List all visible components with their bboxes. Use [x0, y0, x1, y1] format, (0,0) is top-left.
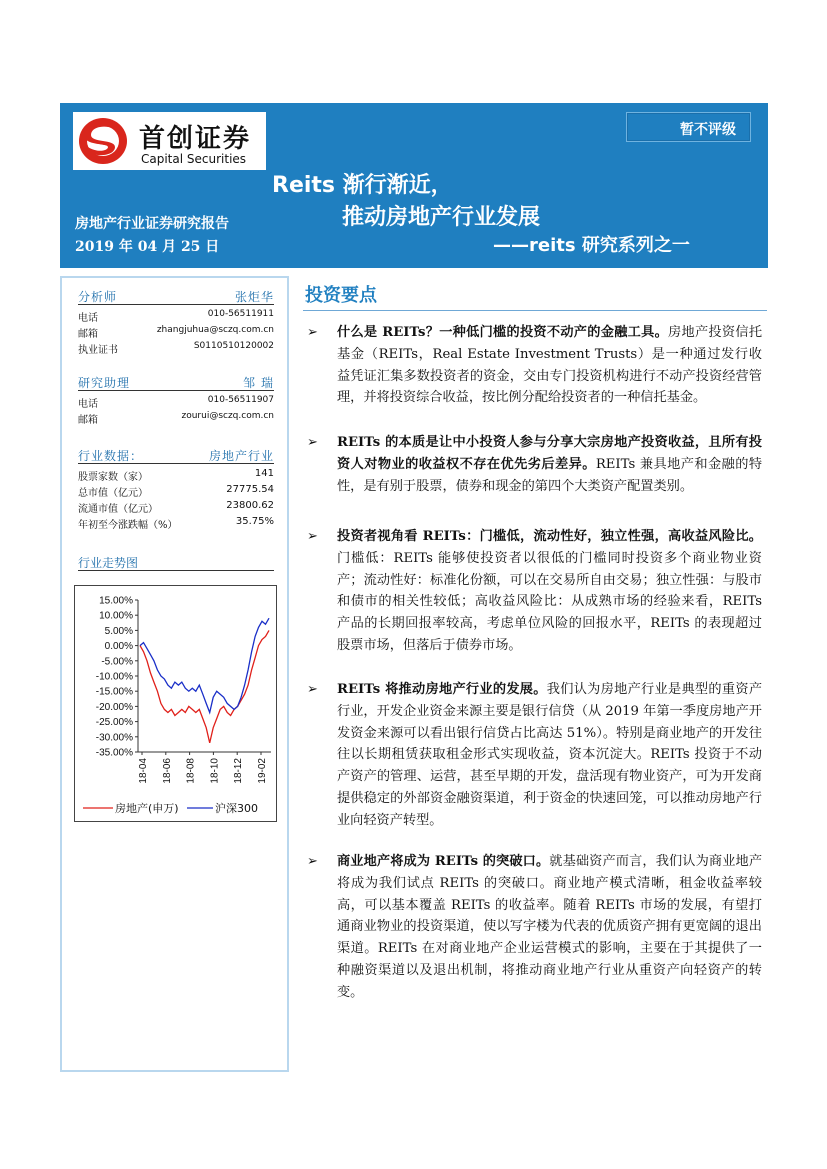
assistant-name: 邹 瑞 — [243, 376, 274, 390]
x-tick-label: 18-10 — [209, 758, 221, 784]
legend-label: 房地产(申万) — [115, 802, 179, 815]
y-tick-label: -25.00% — [95, 717, 133, 729]
trend-chart-label — [78, 554, 274, 571]
y-tick-label: 10.00% — [99, 610, 133, 622]
key-point-lead: REITs 的本质是让中小投资人参与分享大宗房地产投资收益，且所有投资人对物业的收益权不存在优先劣后差异。 — [337, 435, 762, 472]
assistant-header — [78, 374, 274, 391]
industry-row-label: 股票家数（家） — [78, 472, 148, 483]
key-point-text — [337, 526, 762, 657]
section-divider — [303, 310, 767, 311]
industry-data-row — [78, 468, 274, 482]
industry-data-header — [78, 447, 274, 464]
analyst-cert-row — [78, 341, 274, 355]
series-line — [140, 630, 269, 743]
key-point-body: 门槛低：REITs 能够使投资者以很低的门槛同时投资多个商业物业资产；流动性好：标准化份额，可以在交易所自由交易；独立性强：与股市和债市的相关性较低；高收益风险比：从成熟市场的经验来看，REITs 产品的长期回报率较高，考虑单位风险的回报水平，REITs 的表现超过股票市场，但落后于债券市场。 — [337, 550, 762, 653]
y-tick-label: 15.00% — [99, 595, 133, 607]
industry-row-label: 年初至今涨跌幅（%） — [78, 520, 178, 531]
arrow-bullet-icon: ➢ — [307, 682, 318, 697]
report-subtitle: ——reits 研究系列之一 — [493, 235, 690, 256]
y-tick-label: 0.00% — [104, 641, 133, 653]
cert-label: 执业证书 — [78, 345, 118, 356]
industry-data-row — [78, 500, 274, 514]
report-title-line-2: 推动房地产行业发展 — [342, 205, 541, 230]
analyst-phone-row — [78, 309, 274, 323]
industry-data-row — [78, 516, 274, 530]
industry-row-label: 流通市值（亿元） — [78, 504, 158, 515]
arrow-bullet-icon: ➢ — [307, 435, 318, 450]
y-tick-label: -30.00% — [95, 732, 133, 744]
analyst-header — [78, 288, 274, 305]
trend-chart — [75, 586, 276, 821]
email-label: 邮箱 — [78, 415, 98, 426]
arrow-bullet-icon: ➢ — [307, 325, 318, 340]
industry-row-value: 27775.54 — [226, 484, 274, 495]
report-date: 2019 年 04 月 25 日 — [75, 239, 220, 255]
rating-badge — [626, 112, 751, 142]
x-tick-label: 19-02 — [257, 758, 268, 784]
key-point-text — [337, 679, 762, 832]
phone-label: 电话 — [78, 313, 98, 324]
trend-chart-title: 行业走势图 — [78, 556, 139, 570]
analyst-name: 张炬华 — [234, 290, 274, 304]
industry-name: 房地产行业 — [208, 449, 274, 463]
capital-securities-logo-icon — [77, 116, 129, 166]
assistant-role: 研究助理 — [78, 376, 131, 390]
report-title-line-1: Reits 渐行渐近， — [272, 173, 453, 198]
legend-label: 沪深300 — [215, 802, 258, 815]
x-tick-label: 18-08 — [185, 758, 197, 784]
logo-english-name: Capital Securities — [141, 152, 247, 166]
key-point-body: 就基础资产而言，我们认为商业地产将成为我们试点 REITs 的突破口。商业地产模式清晰，租金收益率较高，可以基本覆盖 REITs 的收益率。随着 REITs 市场的发展，有望打通商业物业的投资渠道，使以写字楼为代表的优质资产拥有更宽阔的退出渠道。REITs 在对商业地产企业运营模式的影响，主要在于其提供了一种融资渠道以及退出机制，将推动商业地产行业从重资产向轻资产的转变。 — [337, 854, 763, 1000]
phone-label: 电话 — [78, 399, 98, 410]
key-point-text — [337, 322, 762, 409]
assistant-phone: 010-56511907 — [207, 395, 274, 405]
key-point-body: 我们认为房地产行业是典型的重资产行业，开发企业资金来源主要是银行信贷（从 2019 年第一季度房地产开发资金来源可以看出银行信贷占比高达 51%）。特别是商业地产的开发往往以长期租赁获取租金形式实现收益，资本沉淀大。REITs 投资于不动产资产的管理、运营，甚至早期的开发，盘活现有物业资产，可为开发商提供稳定的外部资金融资渠道，利于资金的快速回笼，可以推动房地产行业向轻资产转型。 — [337, 682, 763, 828]
industry-data-row — [78, 484, 274, 498]
report-type: 房地产行业证券研究报告 — [75, 216, 229, 232]
analyst-cert: S0110510120002 — [193, 341, 274, 351]
industry-row-value: 23800.62 — [226, 500, 274, 511]
analyst-phone: 010-56511911 — [207, 309, 274, 319]
key-point-body: REITs 兼具地产和金融的特性，是有别于股票，债券和现金的第四个大类资产配置类别。 — [337, 456, 763, 494]
company-logo — [73, 112, 266, 170]
key-point-lead: 商业地产将成为 REITs 的突破口。 — [337, 854, 550, 869]
industry-row-value: 141 — [254, 468, 274, 479]
analyst-email[interactable]: zhangjuhua@sczq.com.cn — [156, 325, 274, 335]
key-point-lead: 投资者视角看 REITs：门槛低，流动性好，独立性强，高收益风险比。 — [337, 529, 762, 544]
x-tick-label: 18-12 — [233, 758, 245, 784]
key-point-body: 房地产投资信托基金（REITs，Real Estate Investment Trusts）是一种通过发行收益凭证汇集多数投资者的资金，交由专门投资机构进行不动产投资经营管理，并将投资综合收益，按比例分配给投资者的一种信托基金。 — [337, 325, 763, 406]
y-tick-label: -35.00% — [95, 747, 133, 759]
rating-text: 暂不评级 — [680, 122, 736, 138]
analyst-role: 分析师 — [78, 290, 118, 304]
trend-chart-frame — [74, 585, 277, 822]
key-point-lead: REITs 将推动房地产行业的发展。 — [337, 682, 547, 697]
assistant-email-row — [78, 411, 274, 425]
key-point-text — [337, 432, 762, 497]
arrow-bullet-icon: ➢ — [307, 854, 318, 869]
x-tick-label: 18-06 — [161, 758, 173, 784]
industry-row-value: 35.75% — [235, 516, 274, 527]
y-tick-label: -20.00% — [95, 701, 133, 713]
logo-chinese-name: 首创证券 — [139, 124, 252, 154]
key-point-lead: 什么是 REITs？一种低门槛的投资不动产的金融工具。 — [337, 325, 669, 340]
arrow-bullet-icon: ➢ — [307, 529, 318, 544]
key-point-text — [337, 851, 762, 1004]
section-title: 投资要点 — [305, 285, 377, 306]
industry-data-label: 行业数据： — [78, 449, 144, 463]
y-tick-label: 5.00% — [104, 625, 133, 637]
analyst-email-row — [78, 325, 274, 339]
y-tick-label: -15.00% — [95, 686, 133, 698]
email-label: 邮箱 — [78, 329, 98, 340]
y-tick-label: -10.00% — [95, 671, 133, 683]
assistant-email[interactable]: zourui@sczq.com.cn — [181, 411, 274, 421]
x-tick-label: 18-04 — [138, 758, 149, 784]
y-tick-label: -5.00% — [101, 656, 133, 668]
industry-row-label: 总市值（亿元） — [78, 488, 148, 499]
assistant-phone-row — [78, 395, 274, 409]
sidebar-panel — [60, 276, 289, 1072]
